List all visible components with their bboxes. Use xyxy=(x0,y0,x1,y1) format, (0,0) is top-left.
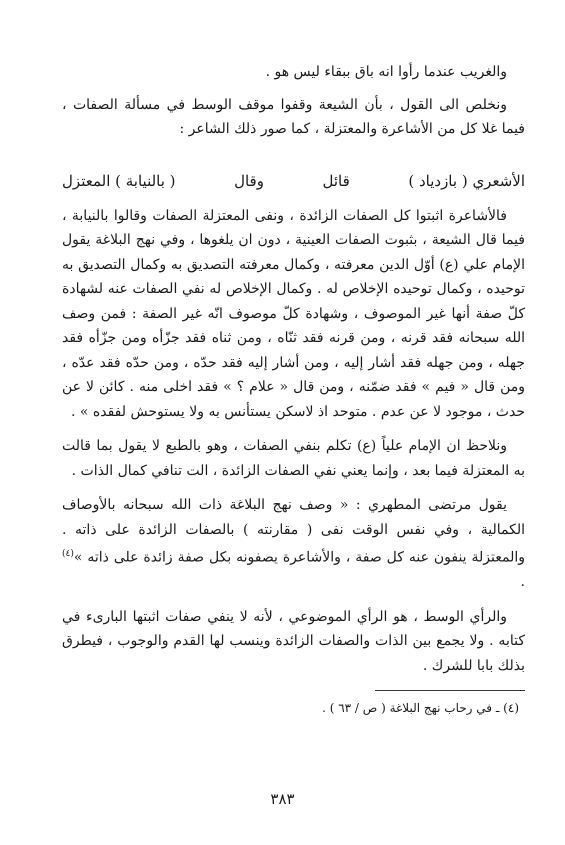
main-paragraph: فالأشاعرة اثبتوا كل الصفات الزائدة ، ونفى المعتزلة الصفات وقالوا بالنيابة ، فيما قال الشيعة ، بثبوت الصفات العينية ، دون ان يلغوها ، وفي نهج البلاغة يقول الإمام علي (ع) أوّل الدين معرفته ، وكمال معرفته التصديق به وكمال التصديق به توحيده ، وكمال توحيده الإخلاص له . وكمال الإخلاص له نفي الصفات عنه لشهادة كلّ صفة أنها غير الموصوف ، وشهادة كلّ موصوف انّه غير الصفة : فمن وصف الله سبحانه فقد قرنه ، ومن قرنه فقد ثنّاه ، ومن ثناه فقد جزّأه ومن جزّأه فقد جهله ، ومن جهله فقد أشار إليه ، ومن أشار إليه فقد حدّه ، ومن حدّه فقد عدّه ، ومن قال « فيم » فقد ضمّنه ، ومن قال « علام ؟ » فقد اخلى منه . كائن لا عن حدث ، موجود لا عن عدم . متوحد اذ لاسكن يستأنس به ولا يستوحش لفقده » . xyxy=(62,207,525,420)
middle-view-paragraph: والرأي الوسط ، هو الرأي الموضوعي ، لأنه لا ينفي صفات اثبتها البارىء في كتابه . ولا يجمع بين الذات والصفات الزائدة وينسب لها القدم والوجوب ، فيطرق بذلك بابا للشرك . xyxy=(62,608,525,674)
verse-part-2: قائل xyxy=(322,171,350,190)
mutahhari-quote-paragraph: يقول مرتضى المطهري : « وصف نهج البلاغة ذات الله سبحانه بالأوصاف الكمالية ، وفي نفس الوقت نفى ( مقارنته ) بالصفات الزائدة على ذاته . والمعتزلة ينفون عنه كل صفة ، والأشاعرة يصفونه بكل صفة زائدة على ذاته »$^{(٤)}$ . xyxy=(62,497,525,591)
footnote-divider xyxy=(375,690,525,691)
page-body xyxy=(62,60,525,717)
page-number: ٣٨٣ xyxy=(270,790,295,808)
poem-verse xyxy=(62,172,525,190)
conclusion-paragraph: ونخلص الى القول ، بأن الشيعة وقفوا موقف الوسط في مسألة الصفات ، فيما غلا كل من الأشاعرة والمعتزلة ، كما صور ذلك الشاعر : xyxy=(62,96,525,137)
footnote: (٤) ـ في رحاب نهج البلاغة ( ص / ٦٣ ) . xyxy=(322,701,519,716)
imam-note-paragraph: ونلاحظ ان الإمام علياً (ع) تكلم بنفي الصفات ، وهو بالطبع لا يقول بما قالت به المعتزلة فيما بعد ، وإنما يعني نفي الصفات الزائدة ، الت تنافي كمال الذات . xyxy=(62,438,525,479)
verse-part-1: الأشعري ( بازدياد ) xyxy=(408,171,525,190)
intro-paragraph: والغريب عندما رأوا انه باق ببقاء ليس هو . xyxy=(265,64,507,80)
verse-part-3: وقال xyxy=(234,171,264,190)
footnote-reference: (٤) xyxy=(62,549,74,559)
verse-part-4: ( بالنيابة ) المعتزل xyxy=(62,171,176,190)
mutahhari-quote-text: يقول مرتضى المطهري : « وصف نهج البلاغة ذات الله سبحانه بالأوصاف الكمالية ، وفي نفس الوقت نفى ( مقارنته ) بالصفات الزائدة على ذاته . والمعتزلة ينفون عنه كل صفة ، والأشاعرة يصفونه بكل صفة زائدة على ذاته » xyxy=(62,497,525,566)
